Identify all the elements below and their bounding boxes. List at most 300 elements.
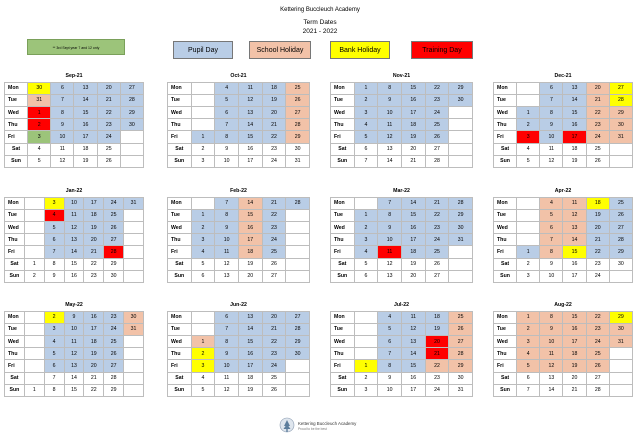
week-row-sat (331, 372, 473, 384)
date-cell: 4 (354, 246, 378, 258)
date-cell (609, 372, 632, 384)
date-cell: 28 (609, 234, 632, 246)
date-cell: 16 (563, 119, 586, 131)
month-title: May-22 (65, 301, 83, 308)
date-cell: 29 (286, 131, 310, 143)
date-cell (517, 94, 540, 106)
date-cell: 2 (28, 119, 51, 131)
date-cell: 13 (215, 270, 239, 282)
date-cell: 5 (517, 155, 540, 167)
date-cell: 11 (238, 82, 262, 94)
month-title: Jun-22 (230, 301, 247, 308)
date-cell: 9 (540, 258, 563, 270)
date-cell: 11 (64, 209, 84, 221)
day-label: Sat (168, 143, 192, 155)
date-cell: 30 (104, 270, 124, 282)
week-row-mon (168, 197, 310, 209)
day-label: Tue (331, 323, 355, 335)
date-cell (449, 143, 473, 155)
date-cell: 5 (354, 131, 378, 143)
day-label: Sat (494, 143, 517, 155)
date-cell: 18 (262, 82, 286, 94)
week-row-mon (331, 197, 473, 209)
date-cell (354, 336, 378, 348)
date-cell (191, 197, 215, 209)
date-cell: 31 (124, 323, 144, 335)
date-cell: 8 (540, 107, 563, 119)
day-label: Thu (168, 348, 192, 360)
date-cell: 27 (262, 270, 286, 282)
date-cell: 7 (378, 197, 402, 209)
date-cell (354, 311, 378, 323)
day-label: Sun (331, 270, 355, 282)
date-cell: 23 (586, 258, 609, 270)
week-row-wed (494, 107, 633, 119)
date-cell: 3 (517, 336, 540, 348)
date-cell: 23 (262, 222, 286, 234)
date-cell (124, 372, 144, 384)
date-cell: 16 (401, 94, 425, 106)
week-row-tue (5, 94, 144, 106)
day-label: Fri (168, 131, 192, 143)
week-row-mon (331, 82, 473, 94)
date-cell: 29 (609, 107, 632, 119)
date-cell: 10 (51, 131, 74, 143)
date-cell: 12 (540, 360, 563, 372)
week-row-thu (5, 348, 144, 360)
day-label: Sat (331, 372, 355, 384)
month-title: Aug-22 (554, 301, 572, 308)
date-cell: 8 (378, 82, 402, 94)
date-cell: 31 (286, 155, 310, 167)
week-row-sun (168, 384, 310, 396)
date-cell: 17 (401, 384, 425, 396)
date-cell: 6 (354, 143, 378, 155)
note-box: ** 3rd Sept year 7 and 12 only (27, 39, 125, 55)
date-cell: 20 (262, 311, 286, 323)
day-label: Mon (168, 197, 192, 209)
day-label: Sat (168, 372, 192, 384)
date-cell: 14 (563, 94, 586, 106)
date-cell: 7 (540, 94, 563, 106)
week-row-thu (331, 234, 473, 246)
date-cell: 23 (262, 348, 286, 360)
date-cell (286, 209, 310, 221)
date-cell: 26 (262, 258, 286, 270)
date-cell: 1 (517, 107, 540, 119)
legend-bank-holiday: Bank Holiday (330, 41, 390, 59)
date-cell: 7 (354, 155, 378, 167)
day-label: Sun (168, 155, 192, 167)
week-row-tue (494, 323, 633, 335)
week-row-thu (168, 234, 310, 246)
date-cell: 19 (425, 323, 449, 335)
date-cell: 21 (84, 246, 104, 258)
day-label: Wed (168, 107, 192, 119)
date-cell: 19 (401, 131, 425, 143)
date-cell: 26 (286, 94, 310, 106)
date-cell: 20 (586, 82, 609, 94)
date-cell: 19 (586, 209, 609, 221)
day-label: Mon (331, 311, 355, 323)
date-cell: 20 (238, 270, 262, 282)
date-cell: 2 (517, 323, 540, 335)
date-cell (517, 234, 540, 246)
date-cell: 26 (262, 384, 286, 396)
date-cell: 6 (191, 270, 215, 282)
day-label: Sat (494, 372, 517, 384)
date-cell: 18 (401, 246, 425, 258)
week-row-wed (331, 336, 473, 348)
date-cell: 18 (563, 348, 586, 360)
date-cell: 28 (286, 119, 310, 131)
date-cell: 23 (97, 119, 120, 131)
date-cell: 21 (401, 155, 425, 167)
date-cell (124, 336, 144, 348)
week-row-sat (168, 258, 310, 270)
date-cell: 8 (44, 384, 64, 396)
date-cell (609, 155, 632, 167)
date-cell (286, 270, 310, 282)
day-label: Sat (494, 258, 517, 270)
week-row-tue (168, 94, 310, 106)
date-cell: 25 (586, 143, 609, 155)
day-label: Mon (168, 311, 192, 323)
date-cell: 13 (378, 270, 402, 282)
date-cell: 27 (286, 107, 310, 119)
day-label: Wed (168, 336, 192, 348)
date-cell: 13 (401, 336, 425, 348)
date-cell: 7 (215, 323, 239, 335)
week-row-tue (5, 323, 144, 335)
week-row-mon (5, 311, 144, 323)
week-row-fri (5, 360, 144, 372)
month-title: Dec-21 (554, 72, 572, 79)
month-title: Apr-22 (554, 187, 572, 194)
date-cell (609, 360, 632, 372)
date-cell: 25 (104, 336, 124, 348)
day-label: Wed (5, 107, 28, 119)
day-label: Mon (5, 197, 25, 209)
date-cell: 24 (425, 234, 449, 246)
date-cell: 28 (286, 197, 310, 209)
date-cell: 31 (609, 336, 632, 348)
day-label: Wed (5, 336, 25, 348)
date-cell: 2 (191, 222, 215, 234)
date-cell: 17 (238, 360, 262, 372)
month-calendar-jul-22 (330, 299, 473, 397)
date-cell: 24 (104, 197, 124, 209)
week-row-sat (168, 372, 310, 384)
tree-icon (280, 418, 294, 432)
date-cell (24, 209, 44, 221)
date-cell: 19 (563, 360, 586, 372)
date-cell: 4 (517, 348, 540, 360)
date-cell: 15 (401, 360, 425, 372)
date-cell: 25 (425, 119, 449, 131)
date-cell: 27 (104, 234, 124, 246)
date-cell: 6 (354, 270, 378, 282)
week-row-thu (5, 119, 144, 131)
day-label: Wed (494, 107, 517, 119)
date-cell: 29 (104, 384, 124, 396)
date-cell: 16 (238, 222, 262, 234)
date-cell: 11 (378, 119, 402, 131)
date-cell (449, 246, 473, 258)
date-cell: 9 (51, 119, 74, 131)
date-cell: 2 (354, 222, 378, 234)
date-cell: 3 (191, 360, 215, 372)
date-cell (124, 258, 144, 270)
date-cell (517, 222, 540, 234)
date-cell: 24 (262, 234, 286, 246)
date-cell: 2 (191, 143, 215, 155)
week-row-tue (168, 209, 310, 221)
day-label: Thu (5, 348, 25, 360)
date-cell: 9 (540, 323, 563, 335)
date-cell: 14 (401, 348, 425, 360)
week-row-fri (494, 131, 633, 143)
date-cell: 5 (44, 222, 64, 234)
date-cell: 3 (44, 323, 64, 335)
date-cell: 27 (120, 82, 143, 94)
date-cell: 25 (449, 311, 473, 323)
day-label: Tue (331, 209, 355, 221)
date-cell: 14 (540, 384, 563, 396)
date-cell: 16 (563, 323, 586, 335)
date-cell: 23 (586, 323, 609, 335)
month-calendar-nov-21 (330, 70, 473, 168)
week-row-sun (5, 155, 144, 167)
week-row-mon (5, 82, 144, 94)
date-cell: 15 (563, 311, 586, 323)
date-cell: 10 (540, 270, 563, 282)
week-row-wed (168, 222, 310, 234)
date-cell: 8 (51, 107, 74, 119)
date-cell: 26 (449, 323, 473, 335)
date-cell: 16 (64, 270, 84, 282)
date-cell: 8 (215, 336, 239, 348)
date-cell: 6 (540, 222, 563, 234)
date-cell (24, 372, 44, 384)
date-cell: 23 (84, 270, 104, 282)
date-cell: 29 (449, 360, 473, 372)
date-cell (286, 372, 310, 384)
date-cell: 4 (354, 119, 378, 131)
day-label: Thu (331, 348, 355, 360)
date-cell (24, 222, 44, 234)
date-cell: 12 (540, 155, 563, 167)
week-row-thu (494, 234, 633, 246)
date-cell (24, 311, 44, 323)
date-cell: 12 (563, 209, 586, 221)
date-cell: 18 (563, 143, 586, 155)
date-cell: 9 (44, 270, 64, 282)
date-cell: 14 (378, 155, 402, 167)
day-label: Tue (494, 323, 517, 335)
week-row-wed (168, 336, 310, 348)
day-label: Sun (168, 270, 192, 282)
week-row-sun (5, 384, 144, 396)
date-cell: 20 (563, 372, 586, 384)
week-row-sat (5, 372, 144, 384)
date-cell: 12 (64, 222, 84, 234)
week-row-tue (168, 323, 310, 335)
date-cell: 15 (563, 107, 586, 119)
date-cell: 24 (425, 107, 449, 119)
date-cell: 18 (238, 372, 262, 384)
date-cell: 6 (378, 336, 402, 348)
date-cell (120, 155, 143, 167)
month-title: Oct-21 (230, 72, 247, 79)
day-label: Wed (331, 107, 355, 119)
day-label: Sun (5, 270, 25, 282)
date-cell: 21 (586, 234, 609, 246)
date-cell: 25 (104, 209, 124, 221)
date-cell: 28 (104, 372, 124, 384)
date-cell: 10 (64, 197, 84, 209)
date-cell (124, 234, 144, 246)
day-label: Thu (5, 234, 25, 246)
date-cell: 31 (124, 197, 144, 209)
date-cell (449, 258, 473, 270)
month-calendar-aug-22 (493, 299, 633, 397)
date-cell: 13 (378, 143, 402, 155)
date-cell: 14 (238, 119, 262, 131)
day-label: Tue (331, 94, 355, 106)
day-label: Wed (5, 222, 25, 234)
month-header-row (168, 70, 310, 82)
day-label: Sun (331, 155, 355, 167)
date-cell: 15 (563, 246, 586, 258)
date-cell: 2 (191, 348, 215, 360)
date-cell: 10 (378, 107, 402, 119)
month-calendar-apr-22 (493, 185, 633, 283)
date-cell: 1 (517, 311, 540, 323)
week-row-tue (5, 209, 144, 221)
date-cell: 17 (563, 270, 586, 282)
date-cell (286, 360, 310, 372)
date-cell: 29 (609, 311, 632, 323)
day-label: Wed (331, 336, 355, 348)
date-cell: 3 (28, 131, 51, 143)
date-cell (609, 143, 632, 155)
week-row-mon (168, 311, 310, 323)
day-label: Sun (5, 384, 25, 396)
week-row-fri (331, 360, 473, 372)
date-cell: 1 (354, 360, 378, 372)
date-cell: 31 (449, 384, 473, 396)
date-cell (24, 197, 44, 209)
date-cell: 13 (64, 234, 84, 246)
date-cell: 18 (401, 119, 425, 131)
date-cell: 6 (517, 372, 540, 384)
date-cell: 24 (586, 336, 609, 348)
day-label: Thu (331, 234, 355, 246)
date-cell: 28 (586, 384, 609, 396)
week-row-thu (331, 348, 473, 360)
date-cell: 20 (97, 82, 120, 94)
date-cell (449, 270, 473, 282)
date-cell: 15 (64, 258, 84, 270)
date-cell: 2 (44, 311, 64, 323)
week-row-fri (494, 246, 633, 258)
date-cell: 30 (449, 372, 473, 384)
date-cell: 13 (74, 82, 97, 94)
date-cell: 1 (191, 209, 215, 221)
month-title: Jul-22 (394, 301, 409, 308)
week-row-sun (331, 384, 473, 396)
date-cell: 26 (104, 222, 124, 234)
month-header-row (168, 299, 310, 311)
week-row-fri (331, 131, 473, 143)
logo-name: Kettering Buccleuch Academy (298, 421, 357, 426)
date-cell: 19 (84, 222, 104, 234)
date-cell: 17 (84, 197, 104, 209)
date-cell: 27 (609, 222, 632, 234)
date-cell: 1 (354, 82, 378, 94)
date-cell (191, 311, 215, 323)
date-cell: 20 (425, 336, 449, 348)
date-cell: 31 (609, 131, 632, 143)
date-cell (609, 348, 632, 360)
date-cell (124, 246, 144, 258)
day-label: Fri (5, 360, 25, 372)
date-cell: 16 (238, 143, 262, 155)
month-header-row (331, 70, 473, 82)
day-label: Sun (494, 155, 517, 167)
week-row-wed (5, 336, 144, 348)
date-cell: 12 (238, 94, 262, 106)
day-label: Mon (494, 311, 517, 323)
date-cell: 10 (378, 234, 402, 246)
day-label: Thu (494, 119, 517, 131)
date-cell: 10 (378, 384, 402, 396)
week-row-fri (5, 131, 144, 143)
date-cell: 15 (74, 107, 97, 119)
month-calendar-oct-21 (167, 70, 310, 168)
date-cell: 11 (215, 372, 239, 384)
date-cell (517, 209, 540, 221)
week-row-mon (494, 82, 633, 94)
date-cell: 9 (215, 143, 239, 155)
day-label: Tue (494, 94, 517, 106)
date-cell: 13 (540, 372, 563, 384)
date-cell: 16 (563, 258, 586, 270)
day-label: Sun (5, 155, 28, 167)
date-cell: 12 (51, 155, 74, 167)
week-row-thu (168, 348, 310, 360)
month-calendar-mar-22 (330, 185, 473, 283)
date-cell: 10 (540, 131, 563, 143)
date-cell: 30 (28, 82, 51, 94)
date-cell: 26 (586, 360, 609, 372)
date-cell: 30 (286, 143, 310, 155)
date-cell: 27 (425, 143, 449, 155)
date-cell: 3 (191, 234, 215, 246)
date-cell (124, 270, 144, 282)
day-label: Thu (168, 119, 192, 131)
week-row-mon (5, 197, 144, 209)
day-label: Mon (168, 82, 192, 94)
day-label: Fri (494, 360, 517, 372)
date-cell: 11 (563, 197, 586, 209)
week-row-mon (331, 311, 473, 323)
week-row-thu (5, 234, 144, 246)
date-cell: 26 (425, 131, 449, 143)
legend-training-day: Training Day (411, 41, 473, 59)
date-cell: 17 (84, 323, 104, 335)
